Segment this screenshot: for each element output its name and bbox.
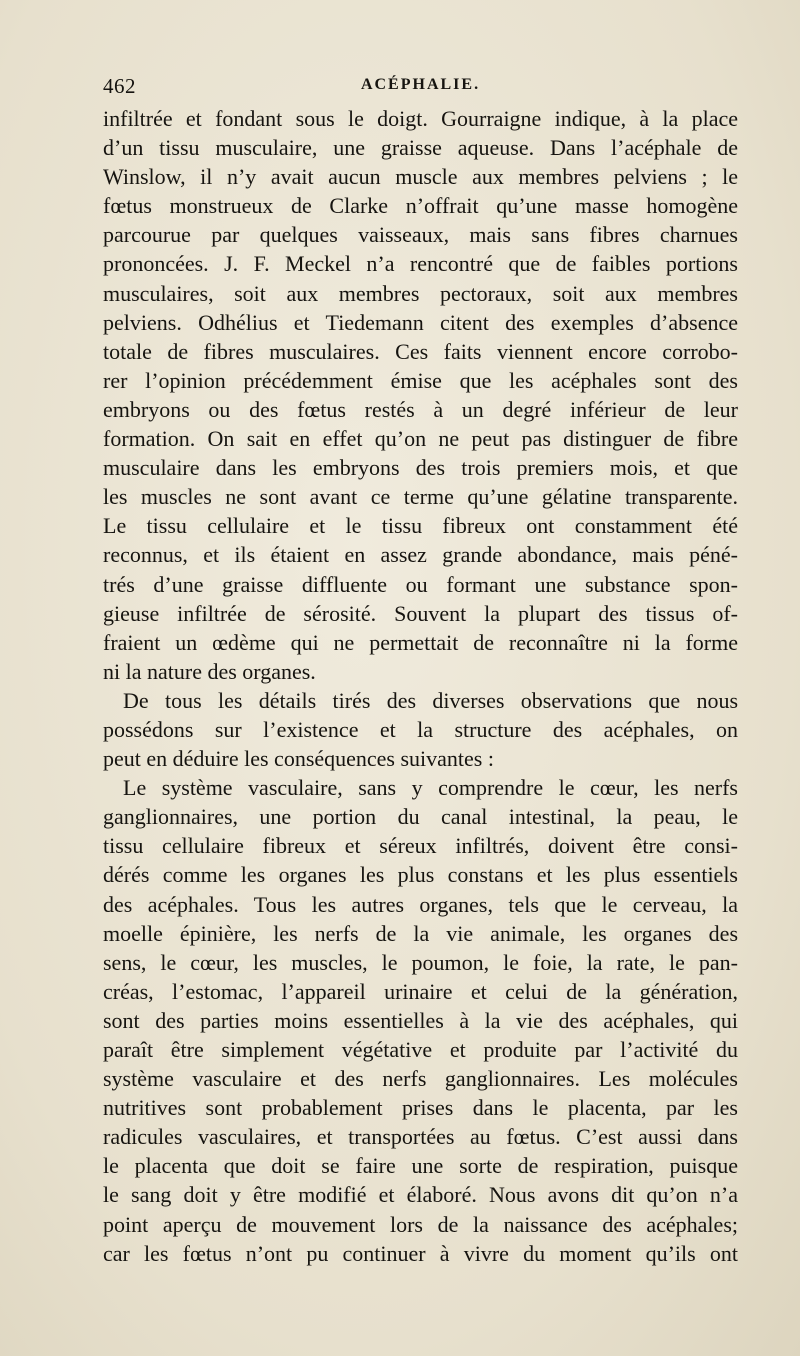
text-line: musculaires, soit aux membres pectoraux, soit aux membres — [103, 280, 738, 306]
text-line: fœtus monstrueux de Clarke n’offrait qu’une masse homogène — [103, 193, 738, 219]
text-line: ganglionnaires, une portion du canal intestinal, la peau, le — [103, 804, 738, 830]
text-line: possédons sur l’existence et la structure des acéphales, on — [103, 716, 738, 742]
text-line: le sang doit y être modifié et élaboré. Nous avons dit qu’on n’a — [103, 1182, 738, 1208]
text-line: pelviens. Odhélius et Tiedemann citent des exemples d’absence — [103, 309, 738, 335]
paragraph — [103, 104, 738, 686]
text-line: d’un tissu musculaire, une graisse aqueuse. Dans l’acéphale de — [103, 135, 738, 161]
text-line: sont des parties moins essentielles à la vie des acéphales, qui — [103, 1007, 738, 1033]
text-line: embryons ou des fœtus restés à un degré inférieur de leur — [103, 396, 738, 422]
paragraph — [103, 686, 738, 773]
text-line: moelle épinière, les nerfs de la vie animale, les organes des — [103, 920, 738, 946]
text-line: point aperçu de mouvement lors de la naissance des acéphales; — [103, 1211, 738, 1237]
text-line: parcourue par quelques vaisseaux, mais sans fibres charnues — [103, 222, 738, 248]
text-line: sens, le cœur, les muscles, le poumon, le foie, la rate, le pan- — [103, 949, 738, 975]
text-line: rer l’opinion précédemment émise que les acéphales sont des — [103, 367, 738, 393]
text-line: paraît être simplement végétative et produite par l’activité du — [103, 1037, 738, 1062]
text-line: De tous les détails tirés des diverses observations que nous — [123, 687, 738, 713]
text-line: reconnus, et ils étaient en assez grande abondance, mais péné- — [103, 542, 738, 568]
text-line: gieuse infiltrée de sérosité. Souvent la plupart des tissus of- — [103, 600, 738, 626]
body-text — [103, 104, 738, 1268]
text-line: système vasculaire et des nerfs ganglionnaires. Les molécules — [103, 1066, 738, 1092]
text-line: tissu cellulaire fibreux et séreux infiltrés, doivent être consi- — [103, 833, 738, 859]
text-line: nutritives sont probablement prises dans le placenta, par les — [103, 1095, 738, 1121]
page-number: 462 — [103, 74, 136, 98]
text-line: ni la nature des organes. — [103, 658, 316, 684]
text-line: créas, l’estomac, l’appareil urinaire et celui de la génération, — [103, 978, 738, 1004]
text-line: le placenta que doit se faire une sorte de respiration, puisque — [103, 1153, 738, 1179]
text-line: des acéphales. Tous les autres organes, tels que le cerveau, la — [103, 891, 738, 917]
text-line: musculaire dans les embryons des trois premiers mois, et que — [103, 455, 738, 481]
text-line: trés d’une graisse diffluente ou formant une substance spon- — [103, 571, 738, 597]
text-line: formation. On sait en effet qu’on ne peut pas distinguer de fibre — [103, 426, 738, 452]
text-line: infiltrée et fondant sous le doigt. Gourraigne indique, à la place — [103, 106, 738, 131]
text-line: fraient un œdème qui ne permettait de reconnaître ni la forme — [103, 629, 738, 655]
page-header — [103, 70, 738, 102]
text-line: totale de fibres musculaires. Ces faits viennent encore corrobo- — [103, 338, 738, 364]
text-line: radicules vasculaires, et transportées au fœtus. C’est aussi dans — [103, 1124, 738, 1150]
text-line: Winslow, il n’y avait aucun muscle aux membres pelviens ; le — [103, 164, 738, 190]
text-line: les muscles ne sont avant ce terme qu’une gélatine transparente. — [103, 484, 738, 510]
text-line: prononcées. J. F. Meckel n’a rencontré que de faibles portions — [103, 251, 738, 277]
running-head: ACÉPHALIE. — [360, 76, 481, 93]
text-line: Le tissu cellulaire et le tissu fibreux ont constamment été — [103, 513, 738, 539]
text-line: dérés comme les organes les plus constans et les plus essentiels — [103, 862, 738, 888]
paragraph — [103, 773, 738, 1268]
text-line: peut en déduire les conséquences suivantes : — [103, 746, 494, 772]
text-line: car les fœtus n’ont pu continuer à vivre du moment qu’ils ont — [103, 1240, 738, 1266]
text-line: Le système vasculaire, sans y comprendre le cœur, les nerfs — [123, 775, 738, 801]
